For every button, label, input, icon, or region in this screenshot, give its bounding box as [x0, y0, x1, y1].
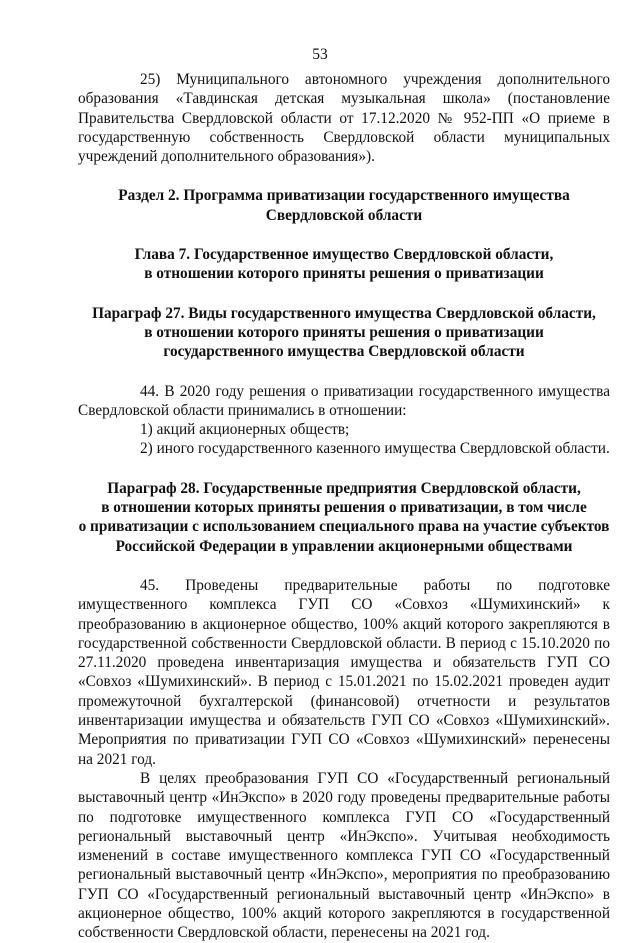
page-number: 53 — [312, 46, 328, 63]
item-44-sub-2: 2) иного государственного казенного имущества Свердловской области. — [140, 440, 610, 458]
heading-line: Свердловской области — [265, 206, 423, 224]
heading-line: государственного имущества Свердловской области — [163, 343, 525, 361]
section-2-heading — [78, 186, 610, 225]
heading-line: Параграф 27. Виды государственного имущества Свердловской области, — [92, 304, 596, 322]
item-44-sub-1: 1) акций акционерных обществ; — [140, 421, 350, 439]
spacer — [78, 459, 610, 479]
paragraph-27-heading — [78, 304, 610, 362]
heading-line: о приватизации с использованием специального права на участие субъектов — [78, 518, 610, 536]
spacer — [78, 166, 610, 186]
chapter-7-heading — [78, 245, 610, 284]
spacer — [78, 362, 610, 382]
item-25: 25) Муниципального автономного учреждения дополнительного образования «Тавдинская детская музыкальная школа» (постановление Правительства Свердловской области от 17.12.2020 № 952-ПП «О приеме в государственную собственность Свердловской области муниципальных учреждений дополнительного образования»). — [78, 71, 610, 166]
spacer — [78, 284, 610, 304]
heading-line: в отношении которых приняты решения о приватизации, в том числе — [101, 499, 587, 517]
heading-line: Раздел 2. Программа приватизации государственного имущества — [118, 187, 570, 205]
heading-line: в отношении которого приняты решения о приватизации — [144, 265, 544, 283]
heading-line: Российской Федерации в управлении акционерными обществами — [115, 537, 573, 555]
item-45-paragraph-2: В целях преобразования ГУП СО «Государственный региональный выставочный центр «ИнЭкспо» в 2020 году проведены предварительные работы по подготовке имущественного комплекса ГУП СО «Государственный региональный выставочный центр «ИнЭкспо». Учитывая необходимость изменений в составе имущественного комплекса ГУП СО «Государственный региональный выставочный центр «ИнЭкспо», мероприятия по преобразованию ГУП СО «Государственный региональный выставочный центр «ИнЭкспо» в акционерное общество, 100% акций которого закрепляются в государственной собственности Свердловской области, перенесены на 2021 год. — [78, 769, 610, 942]
item-44: 44. В 2020 году решения о приватизации государственного имущества Свердловской области принимались в отношении: — [78, 382, 610, 419]
heading-line: в отношении которого приняты решения о приватизации — [144, 323, 544, 341]
paragraph-28-heading — [78, 479, 610, 556]
spacer — [78, 225, 610, 245]
page-body — [78, 70, 610, 943]
item-45-paragraph-1: 45. Проведены предварительные работы по подготовке имущественного комплекса ГУП СО «Совхоз «Шумихинский» к преобразованию в акционерное общество, 100% акций которого закрепляются в государственной собственности Свердловской области. В период с 15.10.2020 по 27.11.2020 проведена инвентаризация имущества и обязательств ГУП СО «Совхоз «Шумихинский». В период с 15.01.2021 по 15.02.2021 проведен аудит промежуточной бухгалтерской (финансовой) отчетности и результатов инвентаризации имущества и обязательств ГУП СО «Совхоз «Шумихинский». Мероприятия по приватизации ГУП СО «Совхоз «Шумихинский» перенесены на 2021 год. — [78, 576, 610, 768]
heading-line: Глава 7. Государственное имущество Свердловской области, — [134, 246, 554, 264]
heading-line: Параграф 28. Государственные предприятия Свердловской области, — [107, 479, 581, 497]
spacer — [78, 556, 610, 576]
